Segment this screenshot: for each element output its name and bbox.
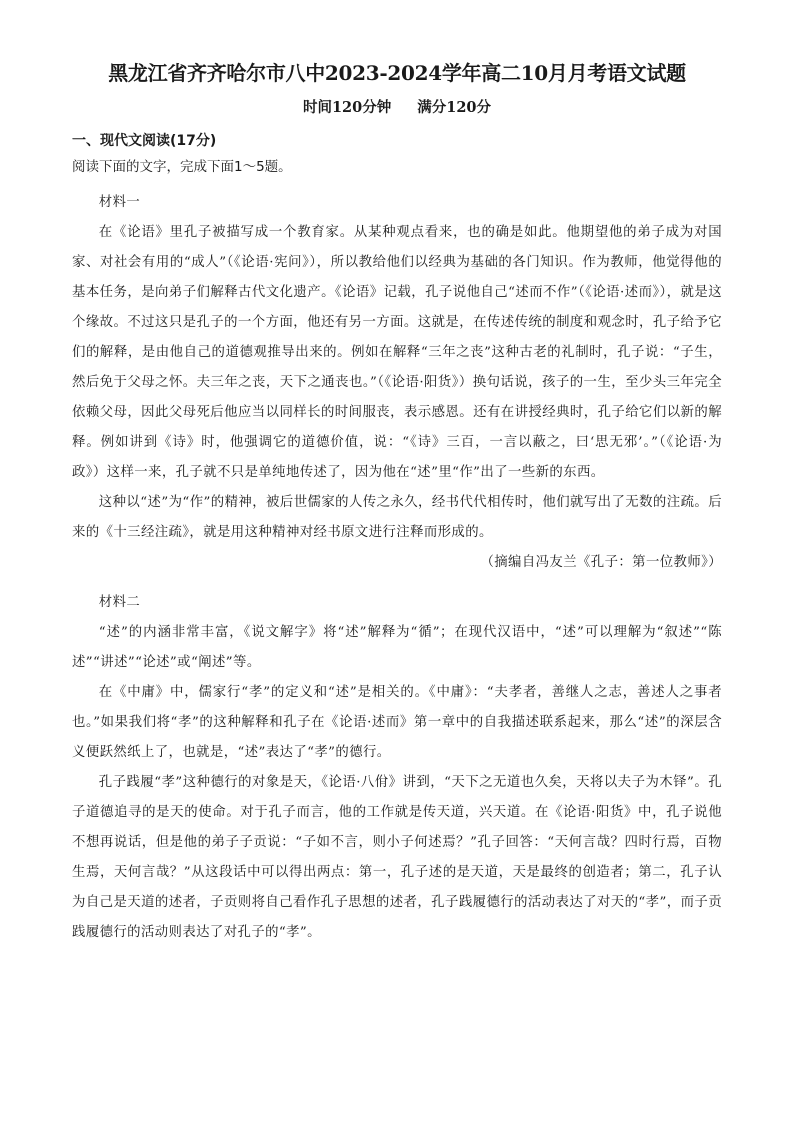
exam-title: 黑龙江省齐齐哈尔市八中2023-2024学年高二10月月考语文试题 (108, 61, 686, 85)
section-instruction: 阅读下面的文字，完成下面1～5题。 (72, 158, 292, 175)
material-one-paragraph-1: 在《论语》里孔子被描写成一个教育家。从某种观点看来，也的确是如此。他期望他的弟子成为对国家、对社会有用的“成人”（《论语·宪问》），所以教给他们以经典为基础的各门知识。作为教师，他觉得他的基本任务，是向弟子们解释古代文化遗产。《论语》记载，孔子说他自己“述而不作”（《论语·述而》），就是这个缘故。不过这只是孔子的一个方面，他还有另一方面。这就是，在传述传统的制度和观念时，孔子给予它们的解释，是由他自己的道德观推导出来的。例如在解释“三年之丧”这种古老的礼制时，孔子说：“子生，然后免于父母之怀。夫三年之丧，天下之通丧也。”（《论语·阳货》）换句话说，孩子的一生，至少头三年完全依赖父母，因此父母死后他应当以同样长的时间服丧，表示感恩。还有在讲授经典时，孔子给它们以新的解释。例如讲到《诗》时，他强调它的道德价值，说：“《诗》三百，一言以蔽之，曰‘思无邪’。”（《论语·为政》）这样一来，孔子就不只是单纯地传述了，因为他在“述”里“作”出了一些新的东西。 (72, 225, 722, 481)
material-one-label: 材料一 (98, 195, 141, 211)
exam-meta (72, 98, 722, 118)
exam-score: 满分120分 (417, 99, 492, 116)
material-two-paragraph-1: “述”的内涵非常丰富，《说文解字》将“述”解释为“循”；在现代汉语中，“述”可以理解为“叙述”“陈述”“讲述”“论述”或“阐述”等。 (72, 625, 722, 671)
material-two-paragraph-3: 孔子践履“孝”这种德行的对象是天，《论语·八佾》讲到，“天下之无道也久矣，天将以夫子为木铎”。孔子道德追寻的是天的使命。对于孔子而言，他的工作就是传天道，兴天道。在《论语·阳货》中，孔子说他不想再说话，但是他的弟子子贡说：“子如不言，则小子何述焉？”孔子回答：“天何言哉？四时行焉，百物生焉，天何言哉？”从这段话中可以得出两点：第一，孔子述的是天道，天是最终的创造者；第二，孔子认为自己是天道的述者，子贡则将自己看作孔子思想的述者，孔子践履德行的活动表达了对天的“孝”，而子贡践履德行的活动则表达了对孔子的“孝”。 (72, 775, 722, 941)
section-heading: 一、现代文阅读(17分) (72, 133, 217, 150)
material-two-label: 材料二 (98, 595, 141, 611)
material-two-paragraph-2: 在《中庸》中，儒家行“孝”的定义和“述”是相关的。《中庸》：“夫孝者，善继人之志，善述人之事者也。”如果我们将“孝”的这种解释和孔子在《论语·述而》第一章中的自我描述联系起来，那么“述”的深层含义便跃然纸上了，也就是，“述”表达了“孝”的德行。 (72, 685, 722, 761)
material-two (72, 588, 722, 948)
material-one (72, 188, 722, 578)
material-one-source: （摘编自冯友兰《孔子：第一位教师》） (480, 555, 722, 571)
material-one-paragraph-2: 这种以“述”为“作”的精神，被后世儒家的人传之永久，经书代代相传时，他们就写出了无数的注疏。后来的《十三经注疏》，就是用这种精神对经书原文进行注释而形成的。 (72, 495, 722, 541)
exam-time: 时间120分钟 (302, 99, 392, 116)
